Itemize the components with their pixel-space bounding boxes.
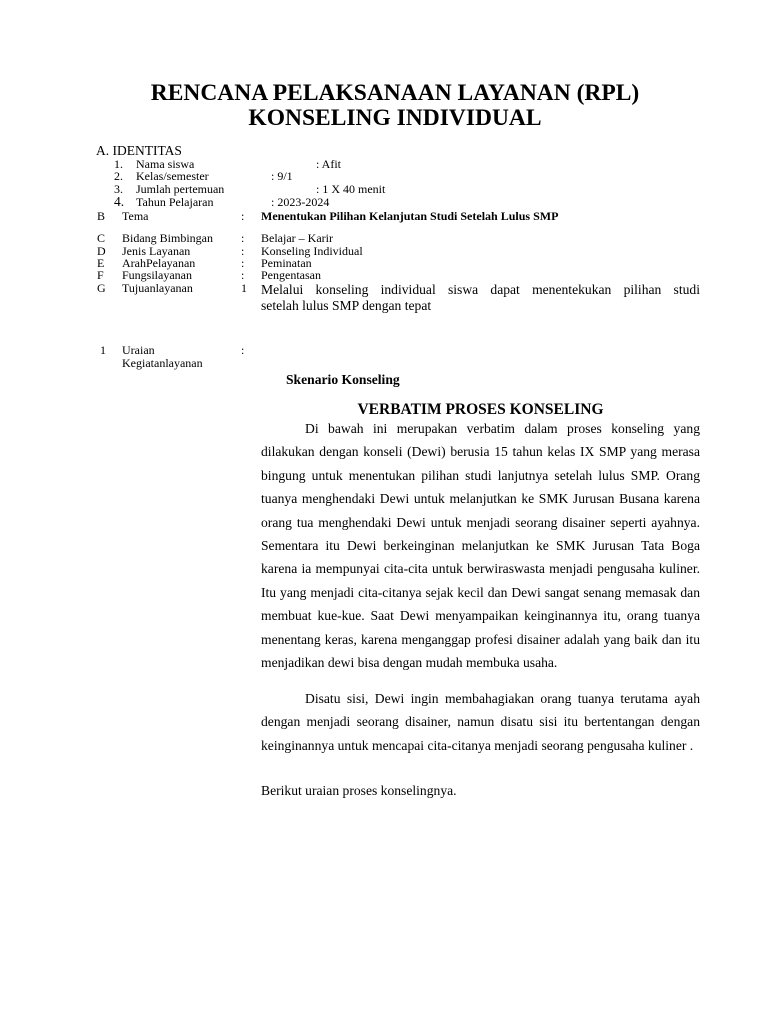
section-letter: B <box>97 209 106 223</box>
document-title-line1: RENCANA PELAKSANAAN LAYANAN (RPL) <box>150 80 640 106</box>
identitas-row-number: 4. <box>114 194 125 209</box>
section-letter: C <box>97 231 106 245</box>
section-label: Tema <box>122 209 149 223</box>
identitas-row-number: 2. <box>114 169 123 183</box>
closing-sentence: Berikut uraian proses konselingnya. <box>261 783 457 798</box>
uraian-separator: : <box>241 343 245 357</box>
section-letter: F <box>97 268 104 282</box>
identitas-row-value: : 1 X 40 menit <box>316 182 386 196</box>
section-separator: : <box>241 268 245 282</box>
skenario-heading: Skenario Konseling <box>286 372 400 387</box>
verbatim-paragraph-1 <box>261 417 700 674</box>
section-letter: G <box>97 281 106 295</box>
verbatim-paragraph-1-text: Di bawah ini merupakan verbatim dalam proses konseling yang dilakukan dengan konseli (Dewi) berusia 15 tahun kelas IX SMP yang merasa bingung untuk menentukan pilihan studi lanjutnya setelah lulus SMP. Orang tuanya menghendaki Dewi untuk melanjutkan ke SMK Jurusan Busana karena orang tua menghendaki Dewi untuk menjadi seorang disainer seperti ayahnya. Sementara itu Dewi berkeinginan melanjutkan ke SMK Jurusan Tata Boga karena ia mempunyai cita-cita untuk berwiraswasta menjadi pengusaha kuliner. Itu yang menjadi cita-citanya sejak kecil dan Dewi sangat senang memasak dan membuat kue-kue. Saat Dewi menyampaikan keinginannya itu, orang tuanya menentang keras, karena menganggap profesi disainer adalah yang baik dan itu menjadikan dewi bisa dengan mudah membuka usaha. <box>261 421 700 671</box>
section-letter: E <box>97 256 105 270</box>
section-value: Peminatan <box>261 256 312 270</box>
identitas-heading: A. IDENTITAS <box>96 143 182 158</box>
section-value-line2: setelah lulus SMP dengan tepat <box>261 298 432 313</box>
identitas-row-label: Nama siswa <box>136 157 195 171</box>
identitas-row-label: Tahun Pelajaran <box>136 195 214 209</box>
identitas-row-value: : 9/1 <box>271 169 293 183</box>
section-separator: : <box>241 244 245 258</box>
section-label: Jenis Layanan <box>122 244 191 258</box>
section-separator: : <box>241 231 245 245</box>
identitas-row-value: : Afit <box>316 157 342 171</box>
identitas-row-label: Jumlah pertemuan <box>136 182 225 196</box>
section-value: Belajar – Karir <box>261 231 333 245</box>
identitas-row-number: 1. <box>114 157 123 171</box>
identitas-row-label: Kelas/semester <box>136 169 209 183</box>
verbatim-paragraph-2-text: Disatu sisi, Dewi ingin membahagiakan orang tuanya terutama ayah dengan menjadi seorang disainer, namun disatu sisi itu bertentangan dengan keinginannya untuk mencapai cita-citanya menjadi seorang pengusaha kuliner . <box>261 691 700 753</box>
uraian-label-line2: Kegiatanlayanan <box>122 356 203 370</box>
section-label: Tujuanlayanan <box>122 281 193 295</box>
section-value: Pengentasan <box>261 268 321 282</box>
document-title-line2: KONSELING INDIVIDUAL <box>248 105 542 131</box>
section-label: Fungsilayanan <box>122 268 192 282</box>
identitas-row-number: 3. <box>114 182 123 196</box>
uraian-label-line1: Uraian <box>122 343 155 357</box>
verbatim-title: VERBATIM PROSES KONSELING <box>357 401 604 418</box>
section-value: Menentukan Pilihan Kelanjutan Studi Setelah Lulus SMP <box>261 209 559 223</box>
section-value: Konseling Individual <box>261 244 363 258</box>
section-value-line1: Melalui konseling individual siswa dapat menentekukan pilihan studi <box>261 282 700 297</box>
section-letter: D <box>97 244 106 258</box>
identitas-row-value: : 2023-2024 <box>271 195 330 209</box>
verbatim-paragraph-2 <box>261 687 700 757</box>
uraian-number: 1 <box>100 343 106 357</box>
section-label: Bidang Bimbingan <box>122 231 213 245</box>
section-separator: : <box>241 256 245 270</box>
section-separator: : <box>241 209 245 223</box>
section-label: ArahPelayanan <box>122 256 196 270</box>
section-separator: 1 <box>241 281 247 295</box>
